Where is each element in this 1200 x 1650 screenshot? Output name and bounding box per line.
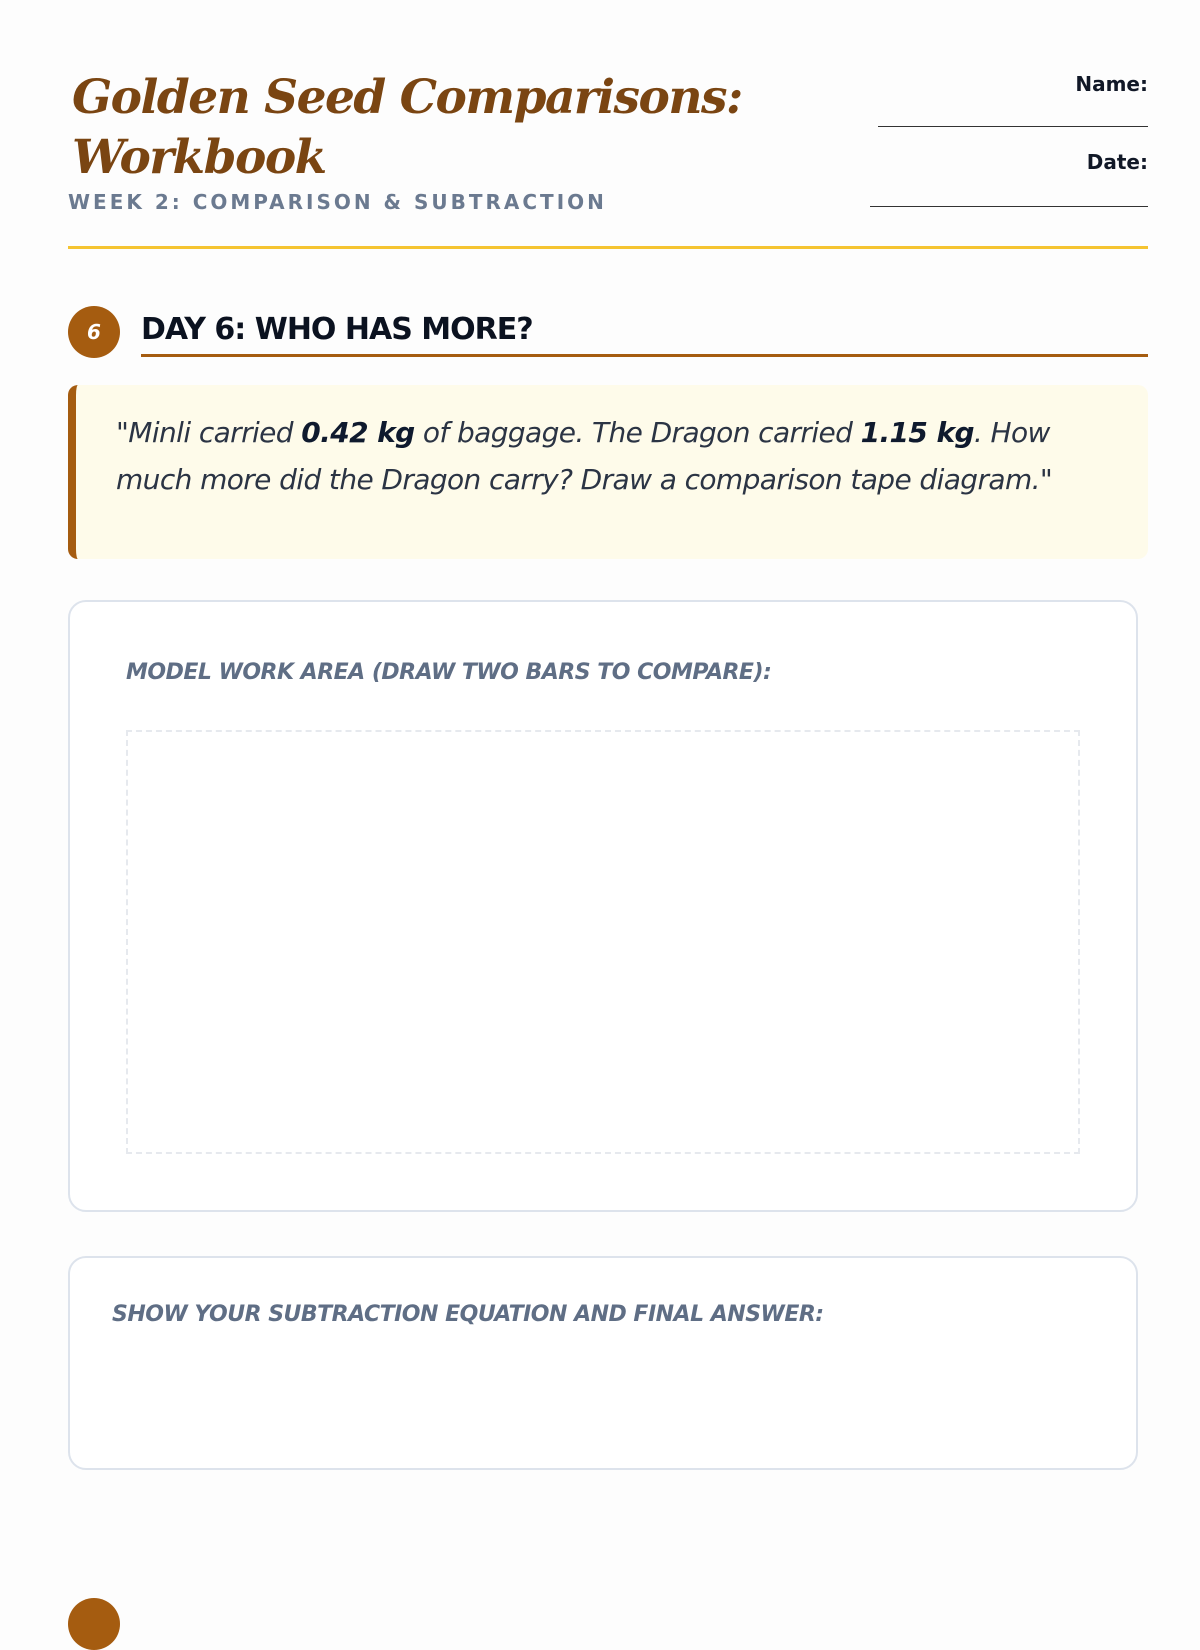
model-work-card	[68, 600, 1138, 1212]
dragon-quantity: 1.15 kg	[860, 416, 974, 449]
day-title-underline	[141, 306, 1148, 357]
name-label: Name:	[1075, 72, 1148, 96]
name-line	[878, 126, 1148, 127]
word-problem-text	[116, 409, 1126, 503]
model-work-label: MODEL WORK AREA (DRAW TWO BARS TO COMPARE):	[126, 660, 772, 685]
problem-text-part: of baggage. The Dragon carried	[414, 416, 861, 449]
worksheet-title: Golden Seed Comparisons: Workbook	[72, 70, 742, 185]
problem-text-part: "Minli carried	[116, 416, 302, 449]
word-problem-callout	[68, 385, 1148, 559]
problem-text-part: . How much more did the Dragon carry? Draw a comparison tape diagram."	[116, 416, 1053, 496]
day-title: DAY 6: WHO HAS MORE?	[141, 312, 533, 347]
answer-label: SHOW YOUR SUBTRACTION EQUATION AND FINAL ANSWER:	[112, 1302, 824, 1327]
answer-card[interactable]	[68, 1256, 1138, 1470]
date-line	[870, 206, 1148, 207]
worksheet-subtitle: WEEK 2: COMPARISON & SUBTRACTION	[68, 190, 607, 214]
model-drawing-area[interactable]	[126, 730, 1080, 1154]
worksheet-header	[68, 66, 1148, 252]
date-label: Date:	[1086, 150, 1148, 174]
next-day-badge	[68, 1598, 120, 1650]
day-number-badge: 6	[68, 306, 120, 358]
header-divider	[68, 246, 1148, 249]
minli-quantity: 0.42 kg	[301, 416, 415, 449]
